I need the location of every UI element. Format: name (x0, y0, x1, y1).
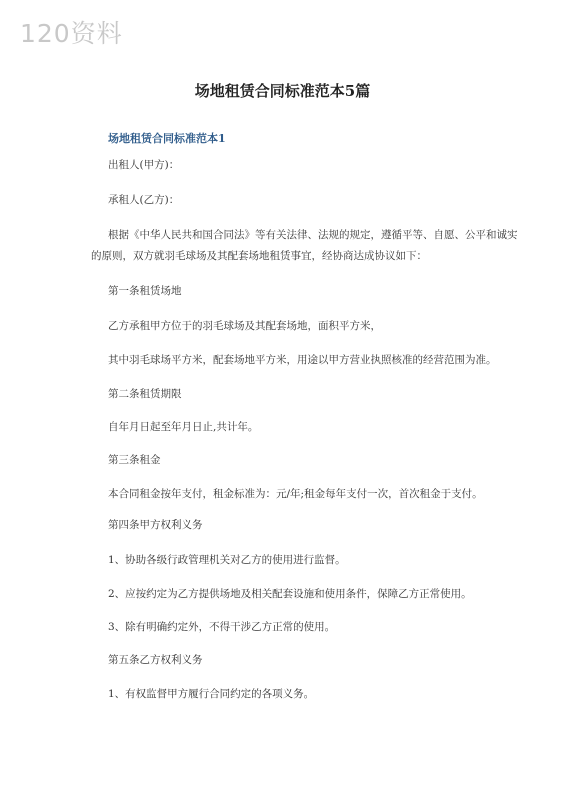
section-heading-2: 第二条租赁期限 (108, 388, 182, 400)
paragraph-lessee: 承租人(乙方)： (108, 194, 180, 206)
paragraph-lessee-duty-1: 1、有权监督甲方履行合同约定的各项义务。 (108, 688, 315, 700)
paragraph-rent: 本合同租金按年支付，租金标准为：元/年;租金每年支付一次，首次租金于支付。 (108, 488, 483, 500)
paragraph-lessor-duty-1: 1、协助各级行政管理机关对乙方的使用进行监督。 (108, 554, 346, 566)
section-heading-3: 第三条租金 (108, 454, 161, 466)
paragraph-venue: 乙方承租甲方位于的羽毛球场及其配套场地，面积平方米， (108, 320, 381, 332)
section-heading-5: 第五条乙方权利义务 (108, 654, 203, 666)
document-title: 场地租赁合同标准范本5篇 (194, 82, 371, 100)
document-subtitle: 场地租赁合同标准范本1 (108, 132, 226, 145)
paragraph-venue-area: 其中羽毛球场平方米，配套场地平方米，用途以甲方营业执照核准的经营范围为准。 (108, 354, 497, 366)
paragraph-preamble-line1: 根据《中华人民共和国合同法》等有关法律、法规的规定，遵循平等、自愿、公平和诚实 (108, 229, 518, 241)
paragraph-preamble-line2: 的原则，双方就羽毛球场及其配套场地租赁事宜，经协商达成协议如下： (91, 250, 427, 262)
paragraph-lessor-duty-2: 2、应按约定为乙方提供场地及相关配套设施和使用条件，保障乙方正常使用。 (108, 588, 472, 600)
paragraph-term: 自年月日起至年月日止,共计年。 (108, 421, 259, 433)
section-heading-1: 第一条租赁场地 (108, 285, 182, 297)
paragraph-lessor-duty-3: 3、除有明确约定外，不得干涉乙方正常的使用。 (108, 621, 336, 633)
watermark: 120资料 (20, 19, 123, 48)
paragraph-lessor: 出租人(甲方)： (108, 159, 180, 171)
section-heading-4: 第四条甲方权利义务 (108, 519, 203, 531)
